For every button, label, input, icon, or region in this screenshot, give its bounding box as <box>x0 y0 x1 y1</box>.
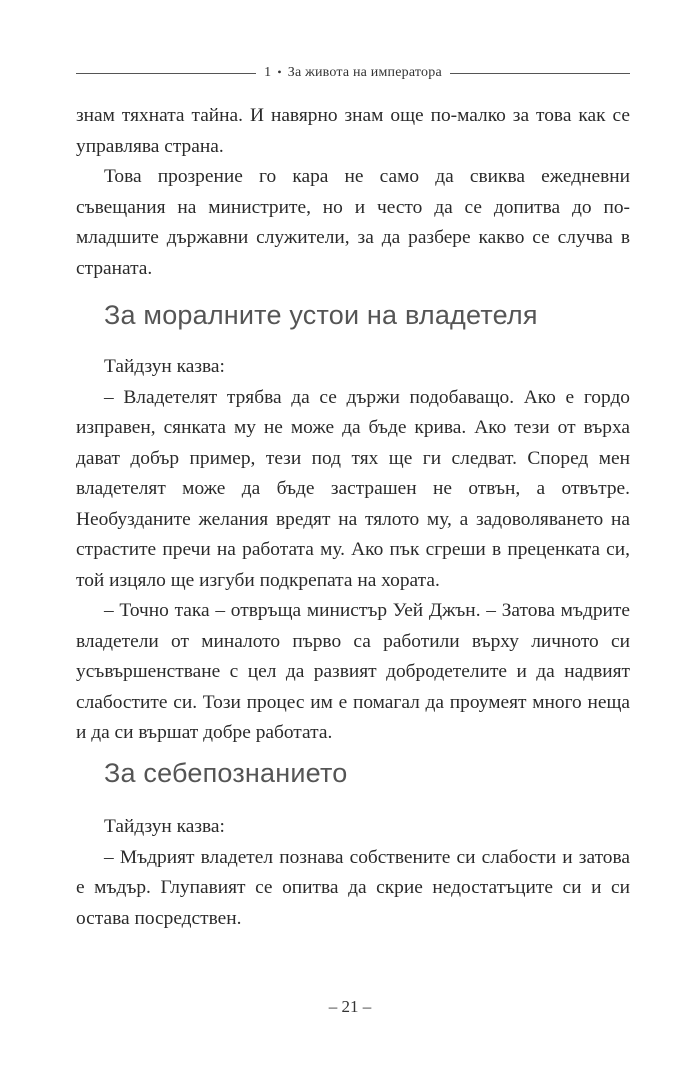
running-head-chapter <box>256 65 450 81</box>
section-body-moral <box>76 352 630 749</box>
section-moral-paragraph-1: Тайдзун казва: <box>104 356 225 377</box>
chapter-number: 1 <box>264 65 272 80</box>
intro-paragraph-1: знам тяхната тайна. И навярно знам още по-малко за това как се управлява страна. <box>76 105 630 157</box>
intro-text <box>76 101 630 284</box>
intro-paragraph-2: Това прозрение го кара не само да свиква ежедневни съвещания на министрите, но и често да се допитва до по-младшите държавни служители, за да разбере какво се случва в страната. <box>76 166 630 279</box>
running-head <box>76 62 630 84</box>
section-body-self-knowledge <box>76 812 630 934</box>
section-moral-paragraph-3: – Точно така – отвръща министър Уей Джън. – Затова мъдрите владетели от миналото първо са работили върху личното си усъвършенстване с цел да развият добродетелите и да надвият слабостите си. Този процес им е помагал да проумеят много неща и да си вършат добре работата. <box>76 600 630 743</box>
chapter-title: За живота на императора <box>287 65 442 80</box>
page-number: – 21 – <box>328 997 372 1016</box>
running-head-rule-left <box>76 73 256 74</box>
section-self-paragraph-1: Тайдзун казва: <box>104 816 225 837</box>
section-heading-self-knowledge: За себепознанието <box>104 758 348 788</box>
section-heading-moral: За моралните устои на владетеля <box>104 300 538 330</box>
section-self-paragraph-2: – Мъдрият владетел познава собствените си слабости и затова е мъдър. Глупавият се опитва да скрие недостатъците си и си остава посредствен. <box>76 846 630 929</box>
section-moral-paragraph-2: – Владетелят трябва да се държи подобаващо. Ако е гордо изправен, сянката му не може да бъде крива. Ако тези от върха дават добър пример, тези под тях ще ги следват. Според мен владетелят може да бъде застрашен не отвън, а отвътре. Необузданите желания вредят на тялото му, а задоволяването на страстите пречи на работата му. Ако пък сгреши в преценката си, той изцяло ще изгуби подкрепата на хората. <box>76 386 630 591</box>
separator-bullet: • <box>277 65 282 79</box>
running-head-rule-right <box>450 73 630 74</box>
